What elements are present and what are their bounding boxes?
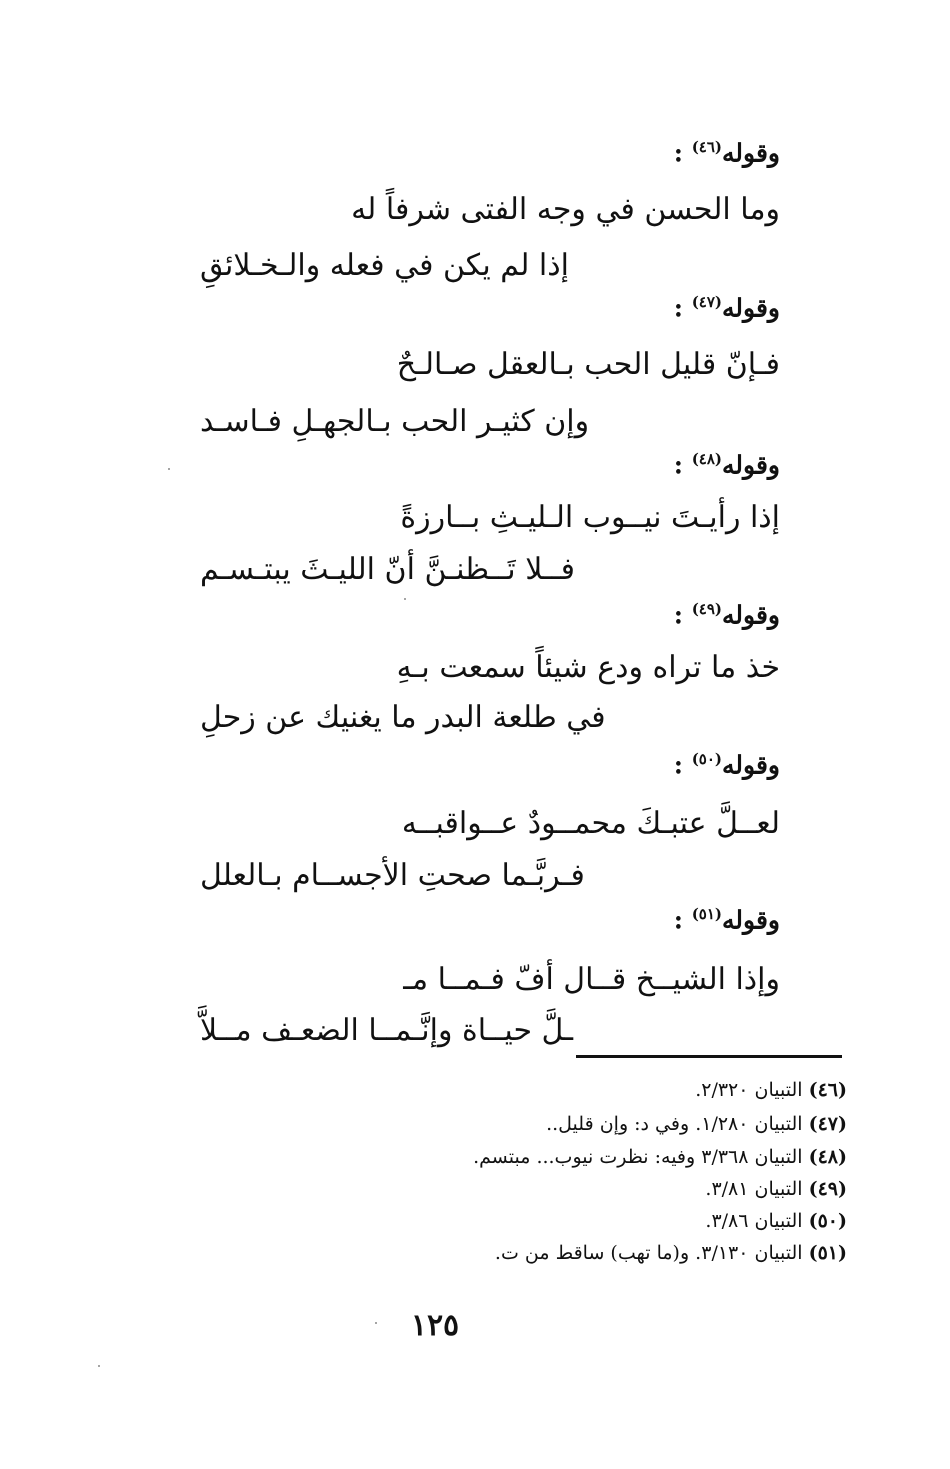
verse-heading: وقوله$^{(٤٨)}$ : bbox=[673, 450, 780, 480]
verse-first-hemistich: وما الحسن في وجه الفتى شرفاً له bbox=[351, 192, 780, 227]
footnote: (٥١) التبيان ٣/١٣٠. و(ما تهب) ساقط من ت. bbox=[494, 1242, 847, 1264]
verse-second-hemistich: ـلَّ حيــاة وإنَّـمــا الضعـف مــلاَّ bbox=[200, 1013, 574, 1048]
scan-speck bbox=[168, 468, 170, 470]
footnote: (٤٨) التبيان ٣/٣٦٨ وفيه: نظرت نيوب... مبتسم. bbox=[473, 1146, 847, 1168]
footnote: (٤٦) التبيان ٢/٣٢٠. bbox=[695, 1079, 847, 1101]
footnote-separator bbox=[576, 1055, 842, 1058]
footnote: (٤٩) التبيان ٣/٨١. bbox=[705, 1178, 847, 1200]
verse-first-hemistich: خذ ما تراه ودع شيئاً سمعت بـهِ bbox=[396, 650, 780, 685]
verse-second-hemistich: إذا لم يكن في فعله والـخـلائقِ bbox=[200, 248, 569, 283]
verse-first-hemistich: إذا رأيـتَ نيــوب الـليـثِ بــارزةً bbox=[400, 500, 780, 535]
footnote: (٥٠) التبيان ٣/٨٦. bbox=[705, 1210, 847, 1232]
scan-speck bbox=[404, 598, 406, 600]
verse-second-hemistich: فــلا تَــظنـنَّ أنّ الليـثَ يبتـسـم bbox=[200, 552, 576, 587]
verse-heading: وقوله$^{(٤٩)}$ : bbox=[673, 600, 780, 630]
verse-first-hemistich: فـإنّ قليل الحب بـالعقل صـالـحٌ bbox=[396, 347, 780, 382]
verse-heading: وقوله$^{(٥٠)}$ : bbox=[673, 750, 780, 780]
verse-heading: وقوله$^{(٥١)}$ : bbox=[673, 905, 780, 935]
verse-heading: وقوله$^{(٤٧)}$ : bbox=[673, 293, 780, 323]
verse-heading: وقوله$^{(٤٦)}$ : bbox=[673, 138, 780, 168]
verse-first-hemistich: وإذا الشيــخ قــال أفّ فـمــا مـ bbox=[403, 962, 780, 997]
scan-speck bbox=[375, 1322, 377, 1324]
verse-second-hemistich: وإن كثيـر الحب بـالجهـلِ فـاسـد bbox=[200, 404, 590, 439]
verse-second-hemistich: في طلعة البدر ما يغنيك عن زحلِ bbox=[200, 700, 606, 735]
footnote: (٤٧) التبيان ١/٢٨٠. وفي د: وإن قليل.. bbox=[546, 1113, 847, 1135]
verse-second-hemistich: فـربَّـما صحتِ الأجســام بـالعلل bbox=[200, 858, 585, 893]
verse-first-hemistich: لعــلَّ عتبـكَ محمــودٌ عــواقبــه bbox=[401, 806, 780, 841]
scan-speck bbox=[98, 1365, 100, 1367]
page-number: ١٢٥ bbox=[410, 1308, 460, 1343]
